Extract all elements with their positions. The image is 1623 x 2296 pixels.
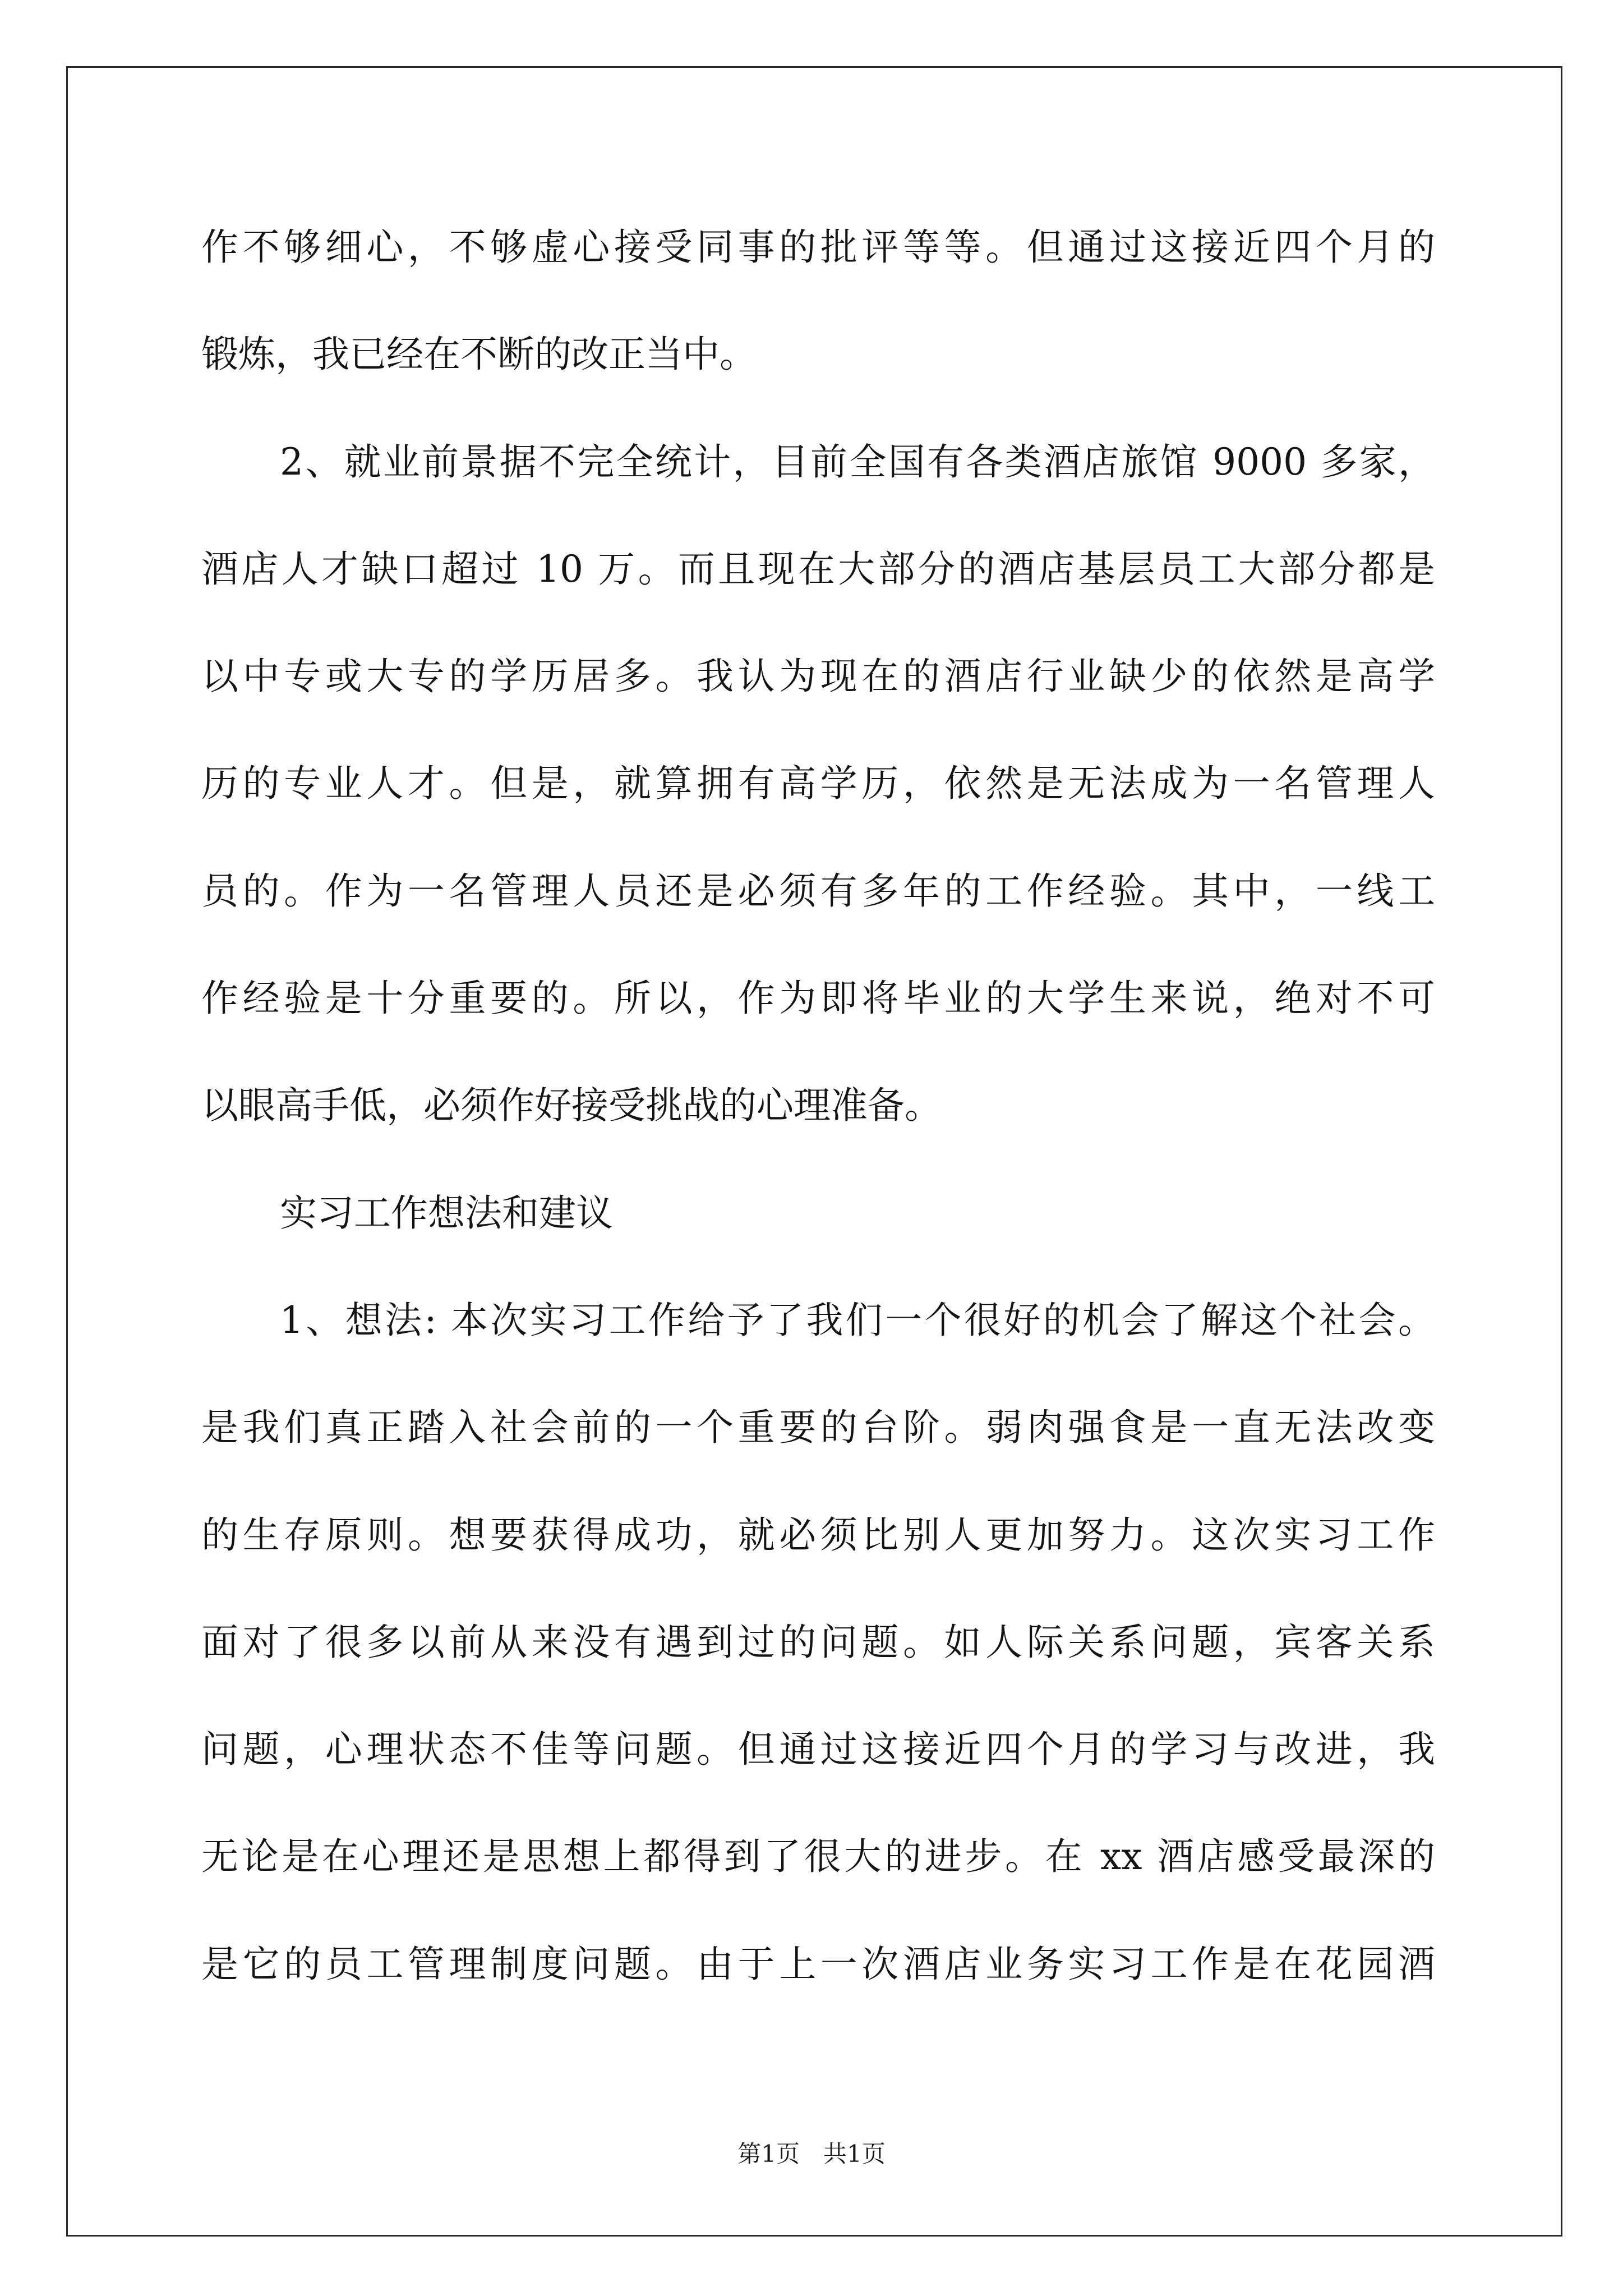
text-line: 问题，心理状态不佳等问题。但通过这接近四个月的学习与改进，我 bbox=[201, 1728, 1435, 1772]
text-line: 的生存原则。想要获得成功，就必须比别人更加努力。这次实习工作 bbox=[201, 1513, 1435, 1557]
text-line: 2、就业前景据不完全统计，目前全国有各类酒店旅馆 9000 多家， bbox=[280, 440, 1435, 484]
text-line: 员的。作为一名管理人员还是必须有多年的工作经验。其中，一线工 bbox=[201, 869, 1435, 913]
text-line: 酒店人才缺口超过 10 万。而且现在大部分的酒店基层员工大部分都是 bbox=[201, 547, 1435, 591]
text-line: 1、想法: 本次实习工作给予了我们一个很好的机会了解这个社会。 bbox=[280, 1298, 1435, 1342]
text-line: 以中专或大专的学历居多。我认为现在的酒店行业缺少的依然是高学 bbox=[201, 655, 1435, 698]
text-line: 以眼高手低，必须作好接受挑战的心理准备。 bbox=[201, 1084, 942, 1128]
text-line: 作不够细心，不够虚心接受同事的批评等等。但通过这接近四个月的 bbox=[201, 226, 1435, 269]
text-line: 无论是在心理还是思想上都得到了很大的进步。在 xx 酒店感受最深的 bbox=[201, 1835, 1435, 1879]
body-text bbox=[201, 194, 1435, 2018]
text-line: 面对了很多以前从来没有遇到过的问题。如人际关系问题，宾客关系 bbox=[201, 1620, 1435, 1664]
section-heading: 实习工作想法和建议 bbox=[280, 1191, 613, 1235]
text-line: 历的专业人才。但是，就算拥有高学历，依然是无法成为一名管理人 bbox=[201, 762, 1435, 806]
text-line: 是我们真正踏入社会前的一个重要的台阶。弱肉强食是一直无法改变 bbox=[201, 1406, 1435, 1450]
text-line: 是它的员工管理制度问题。由于上一次酒店业务实习工作是在花园酒 bbox=[201, 1942, 1435, 1986]
text-line: 作经验是十分重要的。所以，作为即将毕业的大学生来说，绝对不可 bbox=[201, 977, 1435, 1020]
page-number-footer: 第1页 共1页 bbox=[737, 2140, 886, 2168]
text-line: 锻炼，我已经在不断的改正当中。 bbox=[201, 333, 757, 376]
